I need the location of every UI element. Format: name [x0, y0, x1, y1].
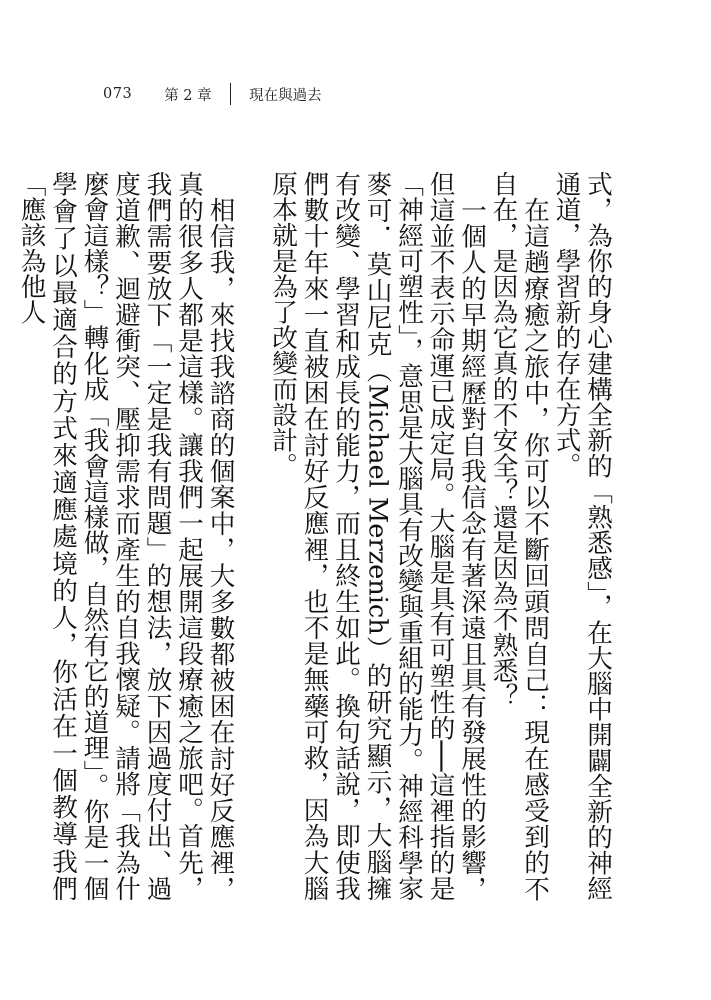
header-divider [230, 83, 232, 105]
body-text [15, 171, 613, 901]
paragraph-healing-journey: 相信我，來找我諮商的個案中，大多數都被困在討好反應裡，真的很多人都是這樣。讓我們一起展開這段療癒之旅吧。首先，我們需要放下「一定是我有問題」的想法，放下因過度付出、過度道歉、迴避衝突、壓抑需求而產生的自我懷疑。請將「我為什麼會這樣？」轉化成「我會這樣做，自然有它的道理」。你是一個學會了以最適合的方式來適應處境的人，你活在一個教導我們「應該為他人 [16, 171, 236, 901]
running-header [103, 82, 322, 106]
section-title: 現在與過去 [249, 87, 322, 104]
chapter-label: 第 2 章 [164, 87, 212, 104]
page-number: 073 [103, 86, 133, 102]
paragraph-question: 在這趟療癒之旅中，你可以不斷回頭問自己：現在感受到的不自在，是因為它真的不安全？還是因為不熟悉？ [488, 171, 550, 901]
paragraph-neuroplasticity: 一個人的早期經歷對自我信念有著深遠且具有發展性的影響，但這並不表示命運已成定局。大腦是具有可塑性的──這裡指的是「神經可塑性」，意思是大腦具有改變與重組的能力。神經科學家麥可．莫山尼克（Michael Merzenich）的研究顯示，大腦擁有改變、學習和成長的能力，而且終生如此。換句話說，即使我們數十年來一直被困在討好反應裡，也不是無藥可救，因為大腦原本就是為了改變而設計。 [268, 171, 487, 901]
paragraph-continuation: 式，為你的身心建構全新的「熟悉感」，在大腦中開闢全新的神經通道，學習新的存在方式。 [551, 171, 613, 901]
